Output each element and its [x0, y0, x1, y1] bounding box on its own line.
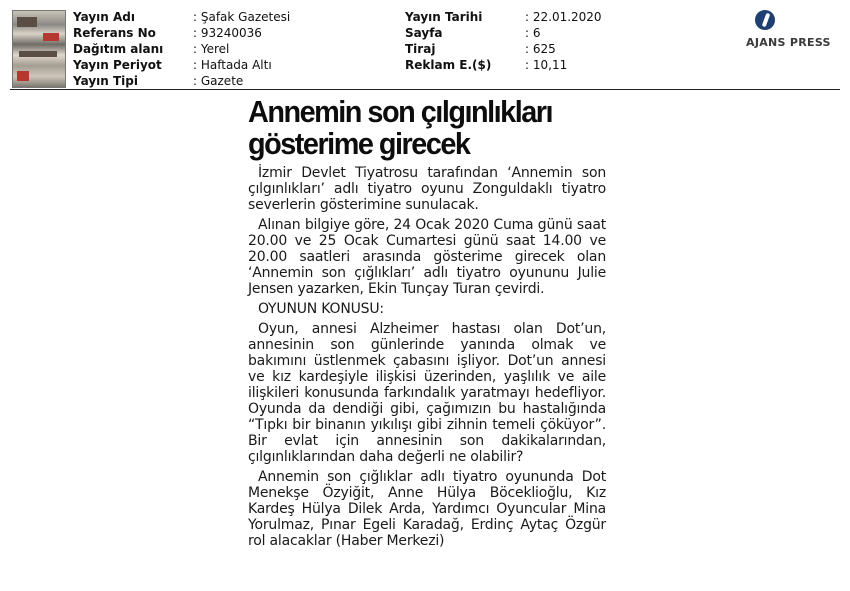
article-paragraph: Alınan bilgiye göre, 24 Ocak 2020 Cuma günü saat 20.00 ve 25 Ocak Cumartesi günü saat 14.00 ve 20.00 saatleri arasında gösterime girecek olan ‘Annemin son çığlıkları’ adlı tiyatro oyununu Julie Jensen yazarken, Ekin Tunçay Turan çevirdi.	[248, 217, 606, 297]
meta-row	[73, 9, 290, 25]
meta-label: Dağıtım alanı	[73, 42, 164, 56]
meta-value: : 93240036	[193, 26, 262, 40]
meta-label: Yayın Adı	[73, 10, 135, 24]
thumbnail-block	[17, 71, 29, 81]
meta-value: : Şafak Gazetesi	[193, 10, 291, 24]
clipping-header	[0, 0, 850, 92]
headline-line: Annemin son çılgınlıkları	[248, 94, 553, 129]
meta-row	[405, 57, 602, 73]
meta-label: Referans No	[73, 26, 156, 40]
article-paragraph: İzmir Devlet Tiyatrosu tarafından ‘Annemin son çılgınlıkları’ adlı tiyatro oyunu Zonguldaklı tiyatro severlerin gösterimine sunulacak.	[248, 165, 606, 213]
meta-row	[405, 25, 602, 41]
meta-row	[73, 25, 290, 41]
publication-meta-right	[405, 9, 602, 73]
meta-label: Yayın Tipi	[73, 74, 138, 88]
meta-row	[405, 9, 602, 25]
meta-value: : Haftada Altı	[193, 58, 272, 72]
article-clipping	[248, 96, 606, 553]
publication-meta-left	[73, 9, 290, 89]
headline-line: gösterime girecek	[248, 126, 470, 161]
meta-row	[73, 41, 290, 57]
meta-label: Yayın Tarihi	[405, 10, 483, 24]
meta-value: : 625	[525, 42, 556, 56]
meta-value: : Yerel	[193, 42, 230, 56]
meta-row	[73, 57, 290, 73]
article-paragraph: Oyun, annesi Alzheimer hastası olan Dot’un, annesinin son günlerinde yanında olmak ve bakımını üstlenmek çabasını işliyor. Dot’un annesi ve kız kardeşiyle ilişkisi üzerinden, yaşlılık ve aile ilişkileri konusunda farkındalık yaratmayı hedefliyor. Oyunda da dendiği gibi, çağımızın bu hastalığında “Tıpkı bir binanın yıkılışı gibi zihnin temeli çöküyor”. Bir evlat için annesinin son dakikalarından, çılgınlıklarından daha değerli ne olabilir?	[248, 321, 606, 465]
ajans-press-logo	[744, 10, 840, 52]
meta-value: : 22.01.2020	[525, 10, 602, 24]
meta-label: Yayın Periyot	[73, 58, 162, 72]
meta-value: : 6	[525, 26, 541, 40]
article-headline	[248, 96, 581, 160]
thumbnail-block	[43, 33, 59, 41]
newspaper-thumbnail[interactable]	[12, 10, 66, 88]
article-paragraph: Annemin son çığlıklar adlı tiyatro oyununda Dot Menekşe Özyiğit, Anne Hülya Böceklioğlu, Kız Kardeş Hülya Dilek Arda, Yardımcı Oyuncular Mina Yorulmaz, Pınar Egeli Karadağ, Erdinç Aytaç Özgür rol alacaklar (Haber Merkezi)	[248, 469, 606, 549]
header-divider	[10, 89, 840, 90]
ajans-press-mark-icon	[755, 10, 775, 30]
thumbnail-block	[19, 51, 57, 57]
logo-text: AJANS PRESS	[746, 36, 831, 49]
meta-value: : 10,11	[525, 58, 568, 72]
meta-row	[405, 41, 602, 57]
thumbnail-block	[17, 17, 37, 27]
meta-value: : Gazete	[193, 74, 244, 88]
article-body	[248, 165, 606, 549]
meta-row	[73, 73, 290, 89]
meta-label: Reklam E.($)	[405, 58, 492, 72]
meta-label: Tiraj	[405, 42, 436, 56]
article-subheading: OYUNUN KONUSU:	[258, 301, 384, 317]
meta-label: Sayfa	[405, 26, 443, 40]
